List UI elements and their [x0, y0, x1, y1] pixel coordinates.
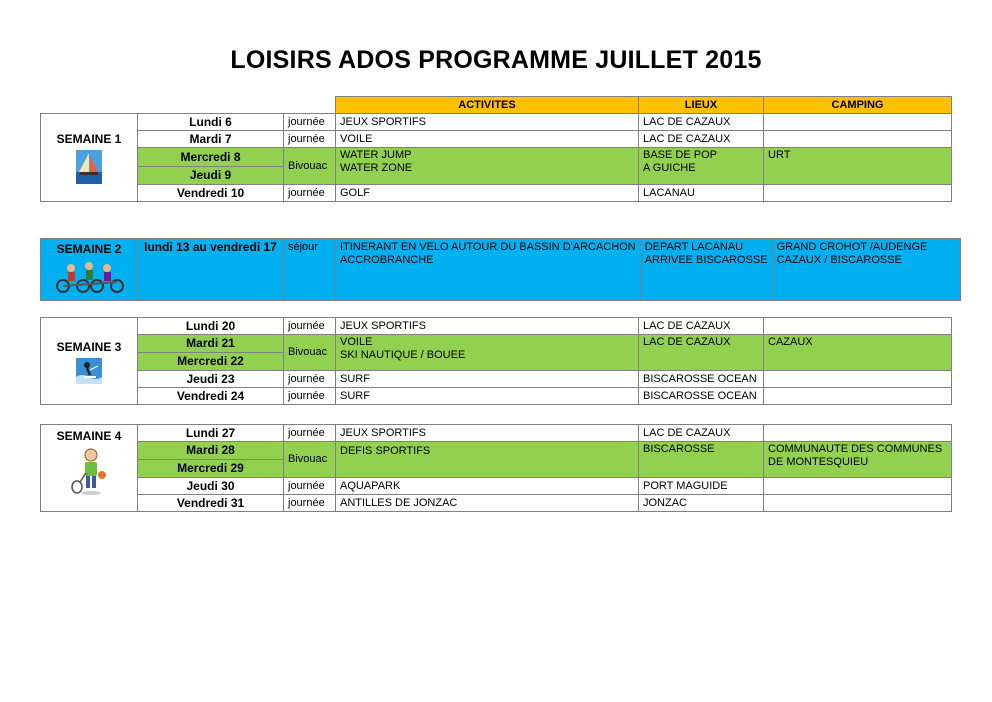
lieu-cell [640, 239, 772, 301]
table-row [41, 239, 961, 301]
header-lieux: LIEUX [639, 97, 764, 114]
day-label: Mardi 28 [138, 442, 283, 460]
table-row [41, 425, 952, 442]
type-cell: journée [284, 114, 336, 131]
week-4-table [40, 424, 952, 512]
week-label: SEMAINE 4 [56, 429, 122, 443]
day-cell: Lundi 20 [138, 318, 284, 335]
page-title: LOISIRS ADOS PROGRAMME JUILLET 2015 [230, 46, 762, 74]
activity-cell: AQUAPARK [336, 478, 639, 495]
week-1-cell [41, 114, 138, 202]
camping-cell [764, 371, 952, 388]
camping-cell [772, 239, 960, 301]
lieu-cell: LACANAU [639, 185, 764, 202]
type-cell: journée [284, 318, 336, 335]
type-cell: journée [284, 185, 336, 202]
activity-line: ITINERANT EN VELO AUTOUR DU BASSIN D'ARCACHON [340, 241, 636, 253]
day-label: Mercredi 22 [177, 354, 244, 368]
activity-cell: JEUX SPORTIFS [336, 425, 639, 442]
type-cell: séjour [284, 239, 336, 301]
type-cell: journée [284, 388, 336, 405]
activity-cell: JEUX SPORTIFS [336, 114, 639, 131]
header-camping: CAMPING [764, 97, 952, 114]
camping-line: GRAND CROHOT /AUDENGE [776, 241, 928, 253]
type-cell: journée [284, 371, 336, 388]
camping-cell: CAZAUX [764, 335, 952, 371]
lieu-cell: JONZAC [639, 495, 764, 512]
activity-cell: ANTILLES DE JONZAC [336, 495, 639, 512]
camping-cell [764, 114, 952, 131]
lieu-cell: BISCAROSSE OCEAN [639, 371, 764, 388]
week-2-cell [41, 239, 138, 301]
table-row [41, 442, 952, 478]
camping-cell: URT [764, 148, 952, 185]
table-row [41, 371, 952, 388]
camping-cell [764, 425, 952, 442]
day-cell: Vendredi 24 [138, 388, 284, 405]
day-label: Mercredi 8 [138, 148, 283, 167]
camping-line: CAZAUX / BISCAROSSE [776, 254, 902, 266]
lieu-line: DEPART LACANAU [644, 241, 744, 253]
table-row [41, 148, 952, 185]
activity-cell: VOILE [336, 131, 639, 148]
camping-cell [764, 388, 952, 405]
day-cell [138, 442, 284, 478]
activity-cell: JEUX SPORTIFS [336, 318, 639, 335]
table-row [41, 114, 952, 131]
day-label: Mardi 21 [138, 335, 283, 353]
day-label: Mercredi 29 [177, 461, 244, 475]
activity-line: ACCROBRANCHE [340, 254, 434, 266]
day-cell: Lundi 6 [138, 114, 284, 131]
activity-cell: SURF [336, 371, 639, 388]
camping-cell [764, 185, 952, 202]
week-label: SEMAINE 3 [56, 339, 122, 354]
table-row [41, 335, 952, 371]
day-cell: Vendredi 31 [138, 495, 284, 512]
table-row [41, 131, 952, 148]
camping-cell [764, 318, 952, 335]
type-cell: journée [284, 425, 336, 442]
day-cell [138, 148, 284, 185]
lieu-cell: LAC DE CAZAUX [639, 131, 764, 148]
table-row [41, 388, 952, 405]
lieu-cell: BISCAROSSE [639, 442, 764, 478]
week-label: SEMAINE 1 [56, 132, 122, 146]
week-label: SEMAINE 2 [56, 242, 122, 256]
day-label: Jeudi 9 [189, 168, 232, 182]
lieu-cell: LAC DE CAZAUX [639, 335, 764, 371]
day-cell [138, 335, 284, 371]
lieu-line: BASE DE POP [643, 149, 717, 161]
camping-line: COMMUNAUTE DES COMMUNES [768, 443, 943, 455]
week-3-cell [41, 318, 138, 405]
activity-cell: GOLF [336, 185, 639, 202]
camping-cell [764, 131, 952, 148]
table-row [41, 478, 952, 495]
type-cell: Bivouac [284, 148, 336, 185]
header-row [41, 97, 952, 114]
lieu-cell: PORT MAGUIDE [639, 478, 764, 495]
camping-cell [764, 478, 952, 495]
lieu-cell: LAC DE CAZAUX [639, 114, 764, 131]
sailboat-icon [76, 150, 102, 184]
activity-cell: DEFIS SPORTIFS [336, 442, 639, 478]
day-cell: Vendredi 10 [138, 185, 284, 202]
lieu-cell: BISCAROSSE OCEAN [639, 388, 764, 405]
camping-line: DE MONTESQUIEU [768, 456, 869, 468]
activity-cell [336, 239, 641, 301]
week-2-table [40, 238, 961, 301]
day-cell: Jeudi 30 [138, 478, 284, 495]
type-cell: Bivouac [284, 442, 336, 478]
activity-cell [336, 148, 639, 185]
camping-cell [764, 495, 952, 512]
header-activites: ACTIVITES [336, 97, 639, 114]
table-row [41, 318, 952, 335]
sports-kid-icon [69, 447, 109, 497]
table-row [41, 495, 952, 512]
activity-line: SKI NAUTIQUE / BOUEE [340, 349, 466, 361]
activity-line: VOILE [340, 336, 373, 348]
week-1-table [40, 96, 952, 202]
type-cell: journée [284, 495, 336, 512]
activity-cell: SURF [336, 388, 639, 405]
table-row [41, 185, 952, 202]
day-cell: Lundi 27 [138, 425, 284, 442]
week-3-table [40, 317, 952, 405]
day-cell: Mardi 7 [138, 131, 284, 148]
day-cell: Jeudi 23 [138, 371, 284, 388]
camping-cell [764, 442, 952, 478]
lieu-cell [639, 148, 764, 185]
lieu-line: A GUICHE [643, 162, 696, 174]
activity-line: WATER JUMP [340, 149, 412, 161]
type-cell: journée [284, 478, 336, 495]
lieu-cell: LAC DE CAZAUX [639, 318, 764, 335]
lieu-cell: LAC DE CAZAUX [639, 425, 764, 442]
activity-cell [336, 335, 639, 371]
cyclists-icon [53, 260, 125, 294]
week-4-cell [41, 425, 138, 512]
activity-line: WATER ZONE [340, 162, 413, 174]
waterski-icon [76, 358, 102, 384]
type-cell: Bivouac [284, 335, 336, 371]
lieu-line: ARRIVEE BISCAROSSE [644, 254, 768, 266]
day-cell: lundi 13 au vendredi 17 [138, 239, 284, 301]
type-cell: journée [284, 131, 336, 148]
